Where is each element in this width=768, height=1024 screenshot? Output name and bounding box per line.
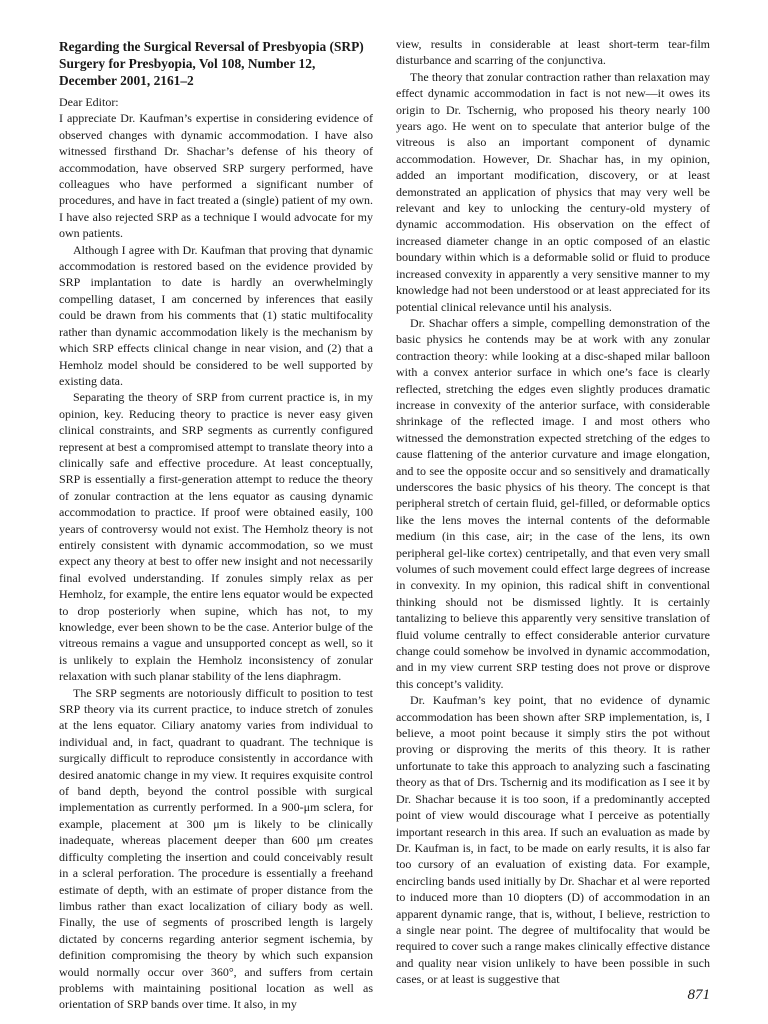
paragraph: Dr. Kaufman’s key point, that no evidence of dynamic accommodation has been shown after SRP implementation, is, I believe, a moot point because it simply stirs the pot without proving or disproving the merits of this theory. It is rather unfortunate to take this approach to analyzing such a fascinating theory as that of Drs. Tschernig and its modification as I see it by Dr. Shachar because it is too soon, if a predominantly accepted point of view would discourage what I perceive as potentially important research in this area. If such an evaluation as made by Dr. Kaufman is, in fact, to be made on early results, it is also far too cursory of an evaluation of existing data. For example, encircling bands used initially by Dr. Shachar et al were reported to induced more than 10 diopters (D) of accommodation in an apparent dynamic range, that is, without, I believe, restriction to a single near point. The degree of multifocality that would be required to cover such a range makes clinically effective distance and quality near vision unlikely to have been possible in such cases, or at least is suggestive that <box>396 693 710 987</box>
letter-title: Regarding the Surgical Reversal of Presbyopia (SRP) Surgery for Presbyopia, Vol 108, Number 12, December 2001, 2161–2 <box>59 39 364 88</box>
right-column <box>396 36 710 988</box>
paragraph: The SRP segments are notoriously difficult to position to test SRP theory via its current practice, to induce stretch of zonules at the lens equator. Ciliary anatomy varies from individual to individual and, in fact, quadrant to quadrant. The technique is surgically difficult to reproduce consistently in accordance with desired anatomic change in my view. It requires exquisite control of band depth, beyond the control possible with surgical implementation as currently performed. In a 900-μm sclera, for example, placement at 300 μm is likely to be clinically inadequate, whereas placement deeper than 600 μm creates difficulty completing the insertion and could conceivably result in a scleral perforation. The procedure is essentially a freehand estimate of depth, with an estimate of proper distance from the limbus rather than exact localization of ciliary body as well. Finally, the use of segments of proscribed length is largely dictated by concerns regarding anterior segment ischemia, by definition compromising the theory by which such expansion would normally occur over 360°, and suffers from certain problems with maintaining positional location as well as orientation of SRP bands over time. It also, in my <box>59 685 373 1012</box>
left-column <box>59 38 373 1013</box>
paragraph: The theory that zonular contraction rather than relaxation may effect dynamic accommodation in fact is not new—it owes its origin to Dr. Tschernig, who proposed his theory nearly 100 years ago. He went on to speculate that anterior bulge of the vitreous is also an important component of dynamic accommodation. However, Dr. Shachar has, in my opinion, added an important modification, discovery, or at least demonstrated an application of physics that may very well be relevant and key to unlocking the century-old mystery of dynamic accommodation. His observation on the effect of increased diameter change in an optic composed of an elastic boundary within which is a deformable solid or fluid to produce increased convexity in apparently a very sensitive manner to my knowledge had not been understood or at least appreciated for its potential clinical relevance until his analysis. <box>396 69 710 314</box>
paragraph: Separating the theory of SRP from current practice is, in my opinion, key. Reducing theory to practice is never easy given clinical constraints, and SRP segments as currently configured represent at best a compromised attempt to translate theory into a clinically safe and effective procedure. At least conceptually, SRP is essentially a first-generation attempt to reduce the theory of zonular contraction at the lens equator as causing dynamic accommodation to practice. If proof were obtained easily, 100 years of controversy would not exist. The Hemholz theory is not entirely consistent with dynamic accommodation, so we must expect any theory at best to offer new insight and not necessarily final evolved understanding. If zonules simply relax as per Hemholz, for example, the entire lens equator would be expected to drop posteriorly when supine, which has not, to my knowledge, ever been shown to be the case. Anterior bulge of the vitreous remains a vague and unsupported concept as well, so it is unlikely to explain the Hemholz inconsistency of zonular relaxation with such planar stability of the lens diaphragm. <box>59 390 373 684</box>
paragraph: Although I agree with Dr. Kaufman that proving that dynamic accommodation is restored based on the evidence provided by SRP implantation to date is hardly an overwhelmingly compelling dataset, I am concerned by inferences that easily could be drawn from his comments that (1) static multifocality rather than dynamic accommodation likely is the mechanism by which SRP effects clinical change in near vision, and (2) that a Hemholz model should be considered to be well supported by existing data. <box>59 242 373 388</box>
page-number: 871 <box>687 987 710 1003</box>
paragraph: I appreciate Dr. Kaufman’s expertise in considering evidence of observed changes with dynamic accommodation. I have also witnessed firsthand Dr. Shachar’s defense of his theory of accommodation, have observed SRP surgery performed, have colleagues who have performed a significant number of procedures, and have in fact treated a (single) patient of my own. I have also rejected SRP as a technique I would advocate for my own patients. <box>59 111 373 241</box>
paragraph: view, results in considerable at least short-term tear-film disturbance and scarring of the conjunctiva. <box>396 37 710 68</box>
salutation: Dear Editor: <box>59 95 119 109</box>
paragraph: Dr. Shachar offers a simple, compelling demonstration of the basic physics he contends may be at work with any zonular contraction theory: while looking at a disc-shaped milar balloon with a convex anterior surface in which one’s face is clearly reflected, stretching the edges even slightly produces dramatic increase in convexity of the anterior surface, with considerable shrinkage of the reflected image. I and most others who witnessed the demonstration expected stretching of the edges to cause flattening of the anterior curvature and image elongation, and to see the opposite occur and so sensitively and dramatically underscores the basic physics of his theory. The concept is that peripheral stretch of certain fluid, gel-filled, or deformable optics like the lens moves the internal contents of the deformable medium (in this case, air; in the case of the lens, its own peripheral gel-like cortex) centripetally, and that even very small volumes of such movement could effect large degrees of increase in convexity. In my opinion, this radical shift in conventional thinking should not be dismissed lightly. It is certainly tantalizing to believe this apparently very sensitive translation of fluid volume centrally to effect considerable anterior curvature change could somehow be involved in dynamic accommodation, and in my view current SRP testing does not prove or disprove this concept’s validity. <box>396 315 710 691</box>
